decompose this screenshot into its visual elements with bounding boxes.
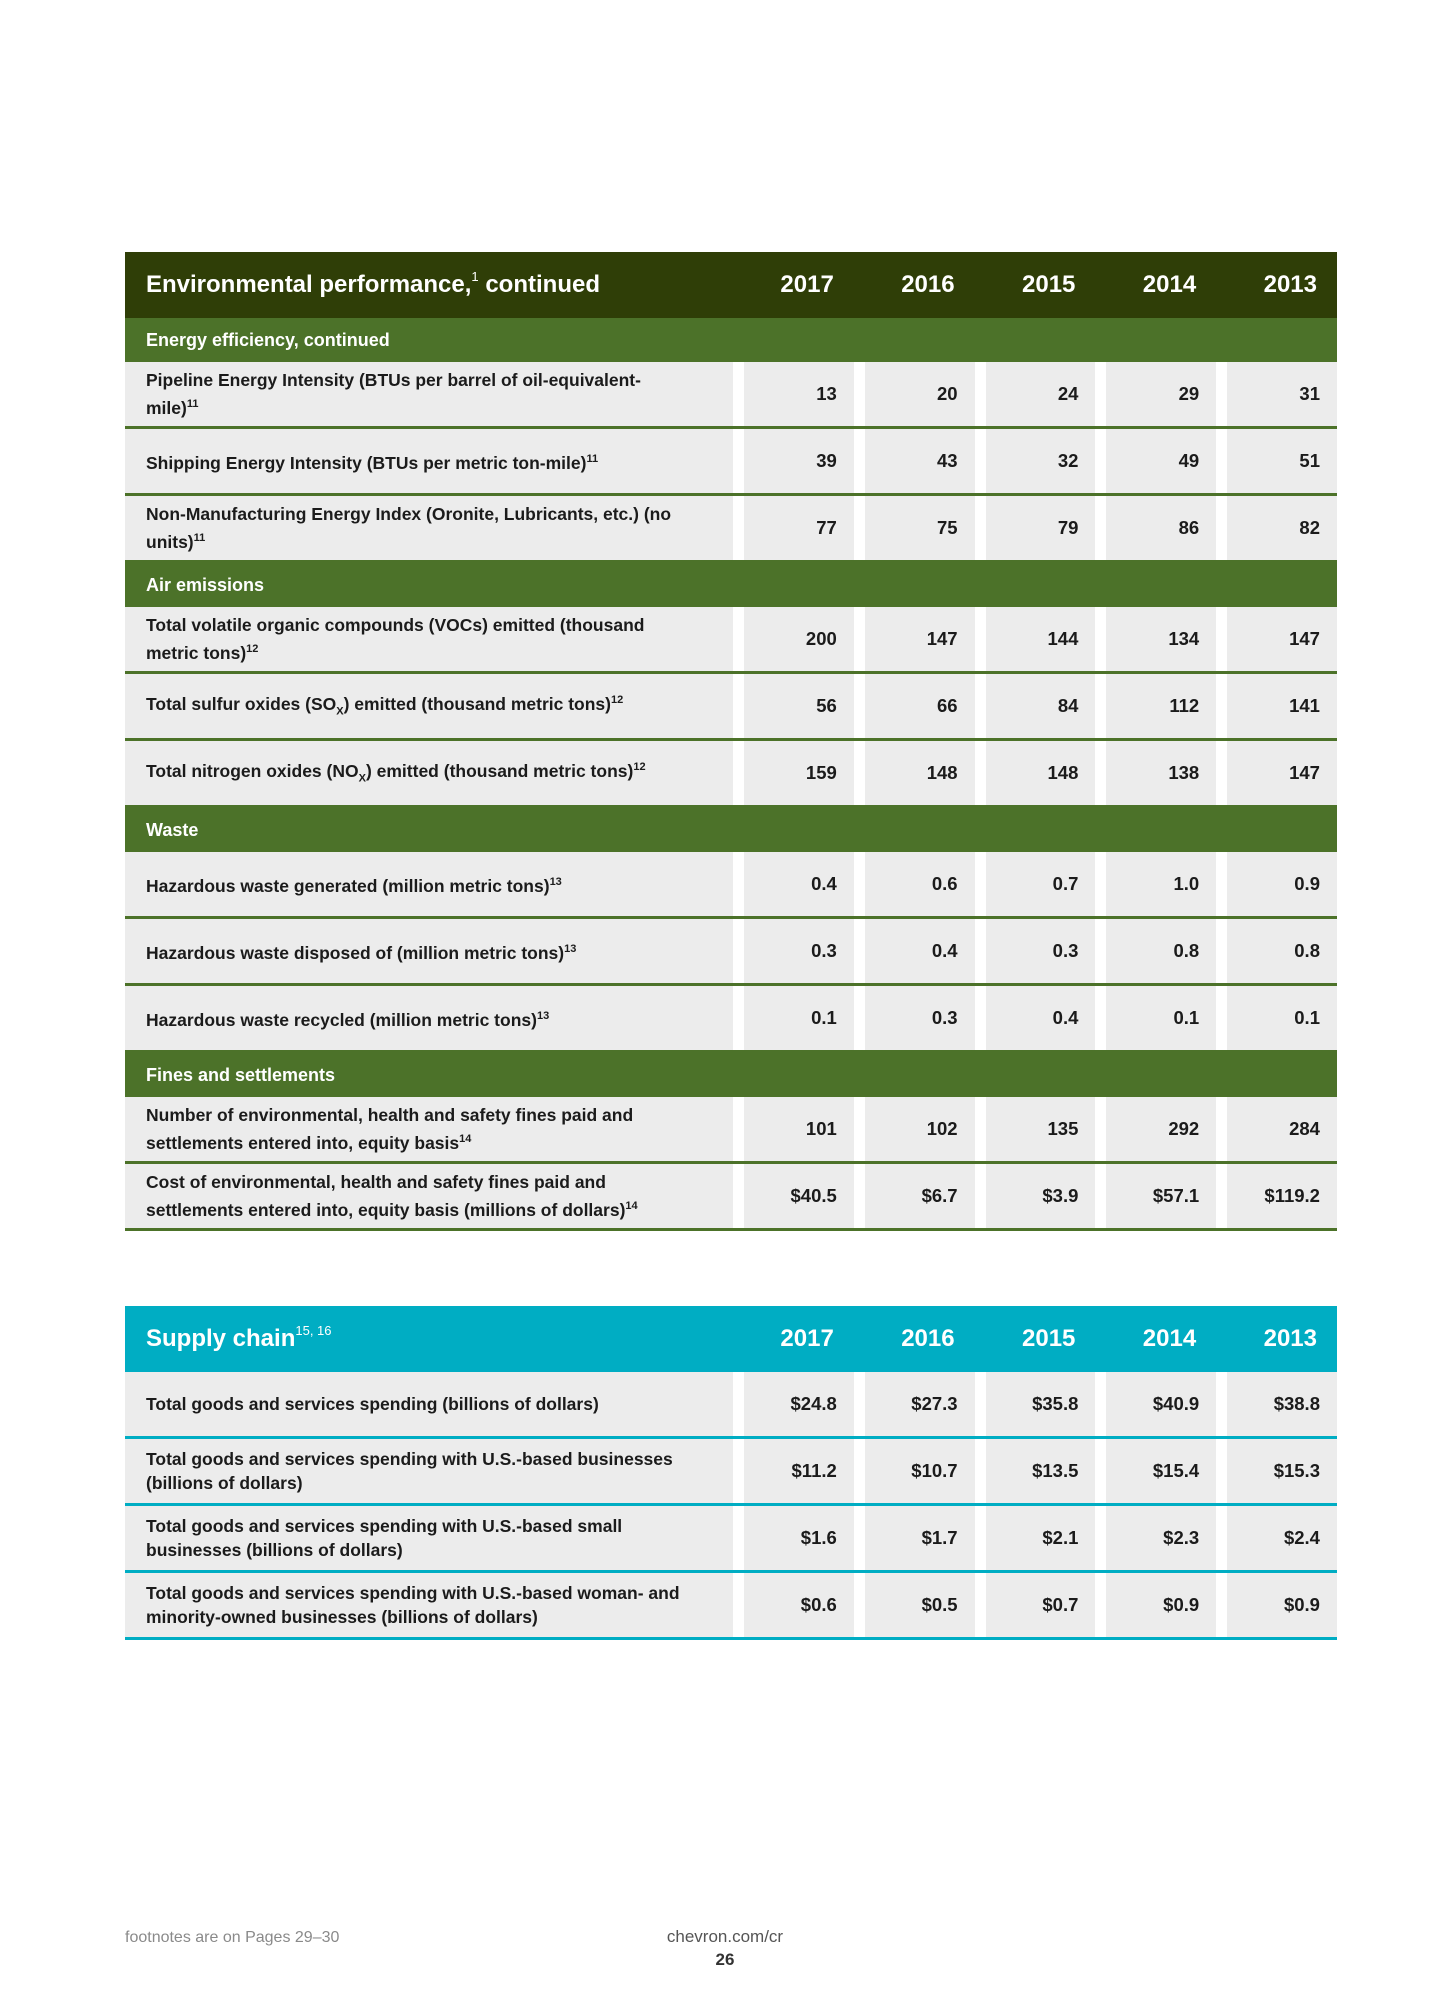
row-label xyxy=(125,496,733,560)
value-cell: $40.5 xyxy=(744,1164,854,1228)
value-cell: 134 xyxy=(1106,607,1216,671)
value-cell: $2.3 xyxy=(1106,1506,1216,1570)
value-cell: 141 xyxy=(1227,674,1337,738)
row-label-rest: ) emitted (thousand metric tons) xyxy=(343,694,611,715)
footnote-marker: 14 xyxy=(625,1200,638,1213)
row-label-text xyxy=(146,755,646,790)
supply-chain-table xyxy=(125,1306,1337,1640)
value-cell: $13.5 xyxy=(986,1439,1096,1503)
footnote-marker: 14 xyxy=(459,1133,472,1146)
table-row xyxy=(125,1164,1337,1231)
year-header: 2013 xyxy=(1263,1325,1317,1352)
row-label-main: Cost of environmental, health and safety fines paid and settlements entered into, equity basis (millions of dollars) xyxy=(146,1172,626,1220)
row-label xyxy=(125,1164,733,1228)
row-label-main: Total volatile organic compounds (VOCs) emitted (thousand metric tons) xyxy=(146,615,645,663)
environmental-table-title: Environmental performance,$^1$ continued xyxy=(146,269,600,298)
value-cell: 0.1 xyxy=(1106,986,1216,1050)
value-cell: $38.8 xyxy=(1227,1372,1337,1436)
value-cell: $15.4 xyxy=(1106,1439,1216,1503)
value-cell: $1.7 xyxy=(865,1506,975,1570)
year-header: 2016 xyxy=(901,1325,955,1352)
table-row xyxy=(125,607,1337,674)
row-label-main: Number of environmental, health and safety fines paid and settlements entered into, equity basis xyxy=(146,1105,634,1153)
year-header: 2015 xyxy=(1022,1325,1076,1352)
row-label-text xyxy=(146,447,598,475)
value-cell: 148 xyxy=(986,741,1096,805)
row-label-subscript: X xyxy=(358,772,366,785)
value-cell: 0.9 xyxy=(1227,852,1337,916)
footnote-marker: 13 xyxy=(564,943,577,956)
value-cell: $10.7 xyxy=(865,1439,975,1503)
environmental-performance-table xyxy=(125,252,1337,1231)
value-cell: 292 xyxy=(1106,1097,1216,1161)
page-number: 26 xyxy=(715,1950,735,1969)
value-cell: $119.2 xyxy=(1227,1164,1337,1228)
year-header: 2014 xyxy=(1142,271,1197,298)
value-cell: $0.9 xyxy=(1227,1573,1337,1637)
row-label-rest: ) emitted (thousand metric tons) xyxy=(365,761,634,782)
table-row xyxy=(125,741,1337,808)
row-label-main: Total nitrogen oxides (NO xyxy=(146,761,359,782)
table-row xyxy=(125,1372,1337,1439)
value-cell: 284 xyxy=(1227,1097,1337,1161)
value-cell: 147 xyxy=(1227,741,1337,805)
value-cell: 102 xyxy=(865,1097,975,1161)
row-label xyxy=(125,741,733,805)
value-cell: 0.1 xyxy=(744,986,854,1050)
row-label-main: Pipeline Energy Intensity (BTUs per barrel of oil-equivalent-mile) xyxy=(146,370,641,418)
table-row xyxy=(125,496,1337,563)
value-cell: 0.4 xyxy=(865,919,975,983)
value-cell: $27.3 xyxy=(865,1372,975,1436)
value-cell: 49 xyxy=(1106,429,1216,493)
year-header: 2017 xyxy=(780,271,834,298)
row-label-text: Total goods and services spending with U.S.-based businesses (billions of dollars) xyxy=(146,1449,673,1493)
row-label xyxy=(125,986,733,1050)
row-label-text xyxy=(146,368,693,420)
footer-url[interactable]: chevron.com/cr xyxy=(666,1927,784,1946)
row-label-text xyxy=(146,688,623,723)
value-cell: 86 xyxy=(1106,496,1216,560)
section-header-row: Fines and settlements xyxy=(125,1053,1337,1097)
value-cell: 148 xyxy=(865,741,975,805)
value-cell: $24.8 xyxy=(744,1372,854,1436)
row-label-text xyxy=(146,1004,549,1032)
value-cell: 0.3 xyxy=(986,919,1096,983)
value-cell: $0.9 xyxy=(1106,1573,1216,1637)
table-row xyxy=(125,1439,1337,1506)
row-label xyxy=(125,1439,733,1503)
row-label xyxy=(125,919,733,983)
table-row xyxy=(125,674,1337,741)
value-cell: 31 xyxy=(1227,362,1337,426)
row-label-main: Hazardous waste generated (million metric tons) xyxy=(146,875,550,896)
table-row xyxy=(125,1506,1337,1573)
value-cell: 0.3 xyxy=(865,986,975,1050)
value-cell: $3.9 xyxy=(986,1164,1096,1228)
value-cell: 0.4 xyxy=(744,852,854,916)
value-cell: 39 xyxy=(744,429,854,493)
value-cell: 29 xyxy=(1106,362,1216,426)
value-cell: $0.6 xyxy=(744,1573,854,1637)
row-label xyxy=(125,1573,733,1637)
value-cell: $40.9 xyxy=(1106,1372,1216,1436)
value-cell: 66 xyxy=(865,674,975,738)
table-row xyxy=(125,429,1337,496)
row-label xyxy=(125,674,733,738)
value-cell: 1.0 xyxy=(1106,852,1216,916)
value-cell: 84 xyxy=(986,674,1096,738)
row-label-text: Total goods and services spending with U.S.-based small businesses (billions of dollars) xyxy=(146,1516,623,1560)
value-cell: $6.7 xyxy=(865,1164,975,1228)
table-row xyxy=(125,919,1337,986)
row-label-text xyxy=(146,1103,693,1155)
year-header: 2013 xyxy=(1263,271,1317,298)
value-cell: 0.6 xyxy=(865,852,975,916)
value-cell: 101 xyxy=(744,1097,854,1161)
row-label-main: Hazardous waste disposed of (million metric tons) xyxy=(146,942,565,963)
value-cell: 159 xyxy=(744,741,854,805)
year-header: 2017 xyxy=(780,1325,834,1352)
value-cell: 0.3 xyxy=(744,919,854,983)
table-row xyxy=(125,362,1337,429)
section-header-row: Energy efficiency, continued xyxy=(125,318,1337,362)
table-row xyxy=(125,852,1337,919)
row-label-text: Total goods and services spending with U.S.-based woman- and minority-owned businesses (billions of dollars) xyxy=(146,1583,680,1627)
footnote-marker: 13 xyxy=(549,876,562,889)
section-header-row: Waste xyxy=(125,808,1337,852)
value-cell: $1.6 xyxy=(744,1506,854,1570)
row-label-text xyxy=(146,870,562,898)
value-cell: 20 xyxy=(865,362,975,426)
year-header: 2016 xyxy=(901,271,955,298)
row-label-subscript: X xyxy=(336,705,344,718)
row-label-main: Non-Manufacturing Energy Index (Oronite, Lubricants, etc.) (no units) xyxy=(146,504,672,552)
footnote-reference: footnotes are on Pages 29–30 xyxy=(125,1929,340,1946)
row-label-text: Total goods and services spending (billions of dollars) xyxy=(146,1394,599,1414)
row-label-main: Shipping Energy Intensity (BTUs per metric ton-mile) xyxy=(146,452,587,473)
value-cell: $11.2 xyxy=(744,1439,854,1503)
value-cell: 32 xyxy=(986,429,1096,493)
value-cell: 24 xyxy=(986,362,1096,426)
value-cell: 147 xyxy=(1227,607,1337,671)
value-cell: 43 xyxy=(865,429,975,493)
section-header-row: Air emissions xyxy=(125,563,1337,607)
footnote-marker: 12 xyxy=(246,643,259,656)
value-cell: 13 xyxy=(744,362,854,426)
value-cell: 56 xyxy=(744,674,854,738)
row-label xyxy=(125,1372,733,1436)
row-label xyxy=(125,429,733,493)
footnote-marker: 13 xyxy=(536,1010,550,1023)
value-cell: 0.8 xyxy=(1106,919,1216,983)
row-label-text xyxy=(146,502,693,554)
value-cell: $2.4 xyxy=(1227,1506,1337,1570)
footnote-marker: 11 xyxy=(586,453,599,466)
row-label-text xyxy=(146,937,576,965)
value-cell: $2.1 xyxy=(986,1506,1096,1570)
value-cell: 0.1 xyxy=(1227,986,1337,1050)
row-label xyxy=(125,607,733,671)
footnote-marker: 12 xyxy=(633,761,646,774)
value-cell: 112 xyxy=(1106,674,1216,738)
value-cell: $35.8 xyxy=(986,1372,1096,1436)
row-label xyxy=(125,852,733,916)
value-cell: 77 xyxy=(744,496,854,560)
value-cell: 75 xyxy=(865,496,975,560)
value-cell: $57.1 xyxy=(1106,1164,1216,1228)
table-row xyxy=(125,1573,1337,1640)
value-cell: 147 xyxy=(865,607,975,671)
value-cell: $15.3 xyxy=(1227,1439,1337,1503)
value-cell: 82 xyxy=(1227,496,1337,560)
value-cell: 135 xyxy=(986,1097,1096,1161)
value-cell: $0.7 xyxy=(986,1573,1096,1637)
footnote-marker: 11 xyxy=(186,398,199,411)
row-label xyxy=(125,1506,733,1570)
value-cell: 138 xyxy=(1106,741,1216,805)
value-cell: 0.8 xyxy=(1227,919,1337,983)
table-row xyxy=(125,986,1337,1053)
value-cell: 0.4 xyxy=(986,986,1096,1050)
value-cell: 200 xyxy=(744,607,854,671)
supply-chain-table-title: Supply chain$^{15, 16}$ xyxy=(146,1323,332,1352)
row-label xyxy=(125,1097,733,1161)
year-header: 2015 xyxy=(1022,271,1076,298)
row-label-main: Hazardous waste recycled (million metric tons) xyxy=(146,1009,537,1030)
value-cell: 79 xyxy=(986,496,1096,560)
footnote-marker: 11 xyxy=(193,532,206,545)
year-header: 2014 xyxy=(1142,1325,1197,1352)
row-label-main: Total sulfur oxides (SO xyxy=(146,694,337,715)
row-label-text xyxy=(146,613,693,665)
environmental-header-row xyxy=(125,252,1337,318)
footnote-marker: 12 xyxy=(610,694,624,707)
value-cell: $0.5 xyxy=(865,1573,975,1637)
value-cell: 0.7 xyxy=(986,852,1096,916)
supply-chain-header-row xyxy=(125,1306,1337,1372)
value-cell: 144 xyxy=(986,607,1096,671)
row-label-text xyxy=(146,1170,693,1222)
value-cell: 51 xyxy=(1227,429,1337,493)
table-row xyxy=(125,1097,1337,1164)
row-label xyxy=(125,362,733,426)
